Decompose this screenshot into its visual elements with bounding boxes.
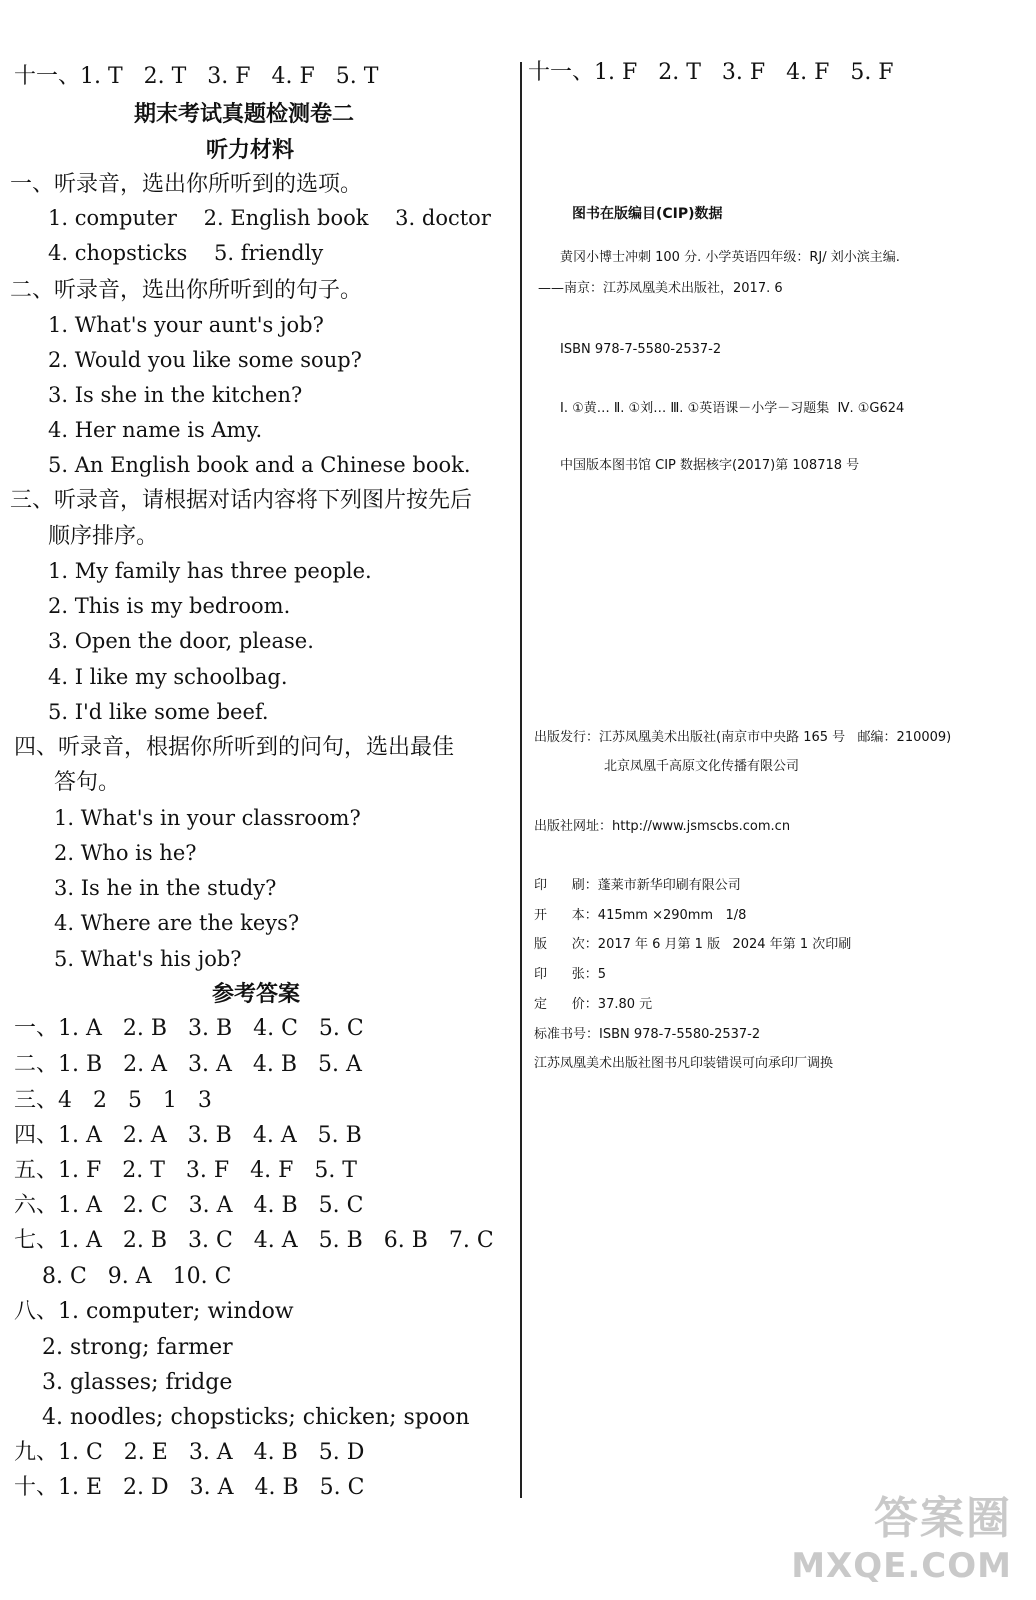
section-4-item: 5. What's his job?	[54, 947, 242, 971]
section-3-item: 1. My family has three people.	[48, 559, 372, 583]
section-2-item: 5. An English book and a Chinese book.	[48, 453, 471, 477]
cip-line: Ⅰ. ①黄… Ⅱ. ①刘… Ⅲ. ①英语课－小学－习题集 Ⅳ. ①G624	[560, 401, 905, 416]
answer-line: 2. strong; farmer	[14, 1335, 233, 1360]
cip-line: ISBN 978-7-5580-2537-2	[560, 342, 722, 357]
publisher-line: 北京凤凰千高原文化传播有限公司	[604, 759, 800, 774]
watermark-logo: 答案圈	[874, 1493, 1012, 1544]
section-4-item: 1. What's in your classroom?	[54, 806, 361, 830]
answer-line: 三、4 2 5 1 3	[14, 1088, 212, 1113]
answer-line: 8. C 9. A 10. C	[14, 1264, 232, 1289]
listening-title: 听力材料	[206, 138, 295, 163]
notice-line: 江苏凤凰美术出版社图书凡印装错误可向承印厂调换	[534, 1056, 834, 1071]
section-4-item: 2. Who is he?	[54, 841, 197, 865]
publisher-line: 出版发行：江苏凤凰美术出版社(南京市中央路 165 号 邮编：210009)	[534, 730, 952, 745]
answer-line: 4. noodles; chopsticks; chicken; spoon	[14, 1405, 470, 1430]
answer-line: 八、1. computer; window	[14, 1299, 294, 1324]
answer-line: 一、1. A 2. B 3. B 4. C 5. C	[14, 1016, 364, 1041]
section-2-item: 4. Her name is Amy.	[48, 418, 263, 442]
right-top-answer: 十一、1. F 2. T 3. F 4. F 5. F	[528, 60, 894, 85]
section-3-item: 5. I'd like some beef.	[48, 700, 269, 724]
section-3-item: 2. This is my bedroom.	[48, 594, 291, 618]
section-2-title: 二、听录音，选出你所听到的句子。	[10, 278, 363, 303]
isbn-line: 标准书号：ISBN 978-7-5580-2537-2	[534, 1027, 761, 1042]
exam-title: 期末考试真题检测卷二	[134, 102, 355, 127]
answer-line: 六、1. A 2. C 3. A 4. B 5. C	[14, 1193, 364, 1218]
answer-line: 二、1. B 2. A 3. A 4. B 5. A	[14, 1052, 362, 1077]
cip-line: ——南京：江苏凤凰美术出版社，2017. 6	[538, 281, 783, 296]
answer-line: 七、1. A 2. B 3. C 4. A 5. B 6. B 7. C	[14, 1228, 494, 1253]
section-3-title-cont: 顺序排序。	[48, 524, 159, 549]
answer-line: 十、1. E 2. D 3. A 4. B 5. C	[14, 1475, 365, 1500]
section-3-title: 三、听录音，请根据对话内容将下列图片按先后	[10, 488, 473, 513]
cip-title: 图书在版编目(CIP)数据	[572, 206, 723, 222]
info-line: 印 张：5	[534, 967, 607, 982]
section-4-title-cont: 答句。	[54, 770, 121, 795]
answer-line: 五、1. F 2. T 3. F 4. F 5. T	[14, 1158, 357, 1183]
section-3-item: 3. Open the door, please.	[48, 629, 314, 653]
section-2-item: 1. What's your aunt's job?	[48, 313, 324, 337]
publisher-url: 出版社网址：http://www.jsmscbs.com.cn	[534, 819, 791, 834]
section-4-item: 4. Where are the keys?	[54, 911, 300, 935]
section-4-title: 四、听录音，根据你所听到的问句，选出最佳	[14, 735, 455, 760]
section-1-title: 一、听录音，选出你所听到的选项。	[10, 172, 363, 197]
column-divider	[520, 62, 522, 1498]
answer-line: 九、1. C 2. E 3. A 4. B 5. D	[14, 1440, 365, 1465]
section-2-item: 2. Would you like some soup?	[48, 348, 362, 372]
section-1-item: 4. chopsticks 5. friendly	[48, 241, 324, 265]
watermark-url: MXQE.COM	[791, 1546, 1012, 1586]
section-3-item: 4. I like my schoolbag.	[48, 665, 288, 689]
watermark	[791, 1482, 1012, 1586]
info-line: 开 本：415mm ×290mm 1/8	[534, 908, 747, 923]
info-line: 版 次：2017 年 6 月第 1 版 2024 年第 1 次印刷	[534, 937, 852, 952]
info-line: 印 刷：蓬莱市新华印刷有限公司	[534, 878, 741, 893]
answer-line: 3. glasses; fridge	[14, 1370, 233, 1395]
answers-title: 参考答案	[212, 982, 301, 1007]
cip-line: 黄冈小博士冲刺 100 分. 小学英语四年级：RJ/ 刘小滨主编.	[560, 250, 900, 265]
section-2-item: 3. Is she in the kitchen?	[48, 383, 303, 407]
section-4-item: 3. Is he in the study?	[54, 876, 277, 900]
left-top-answer: 十一、1. T 2. T 3. F 4. F 5. T	[14, 64, 379, 89]
section-1-item: 1. computer 2. English book 3. doctor	[48, 206, 491, 230]
info-line: 定 价：37.80 元	[534, 997, 653, 1012]
cip-line: 中国版本图书馆 CIP 数据核字(2017)第 108718 号	[560, 458, 860, 473]
answer-line: 四、1. A 2. A 3. B 4. A 5. B	[14, 1123, 362, 1148]
